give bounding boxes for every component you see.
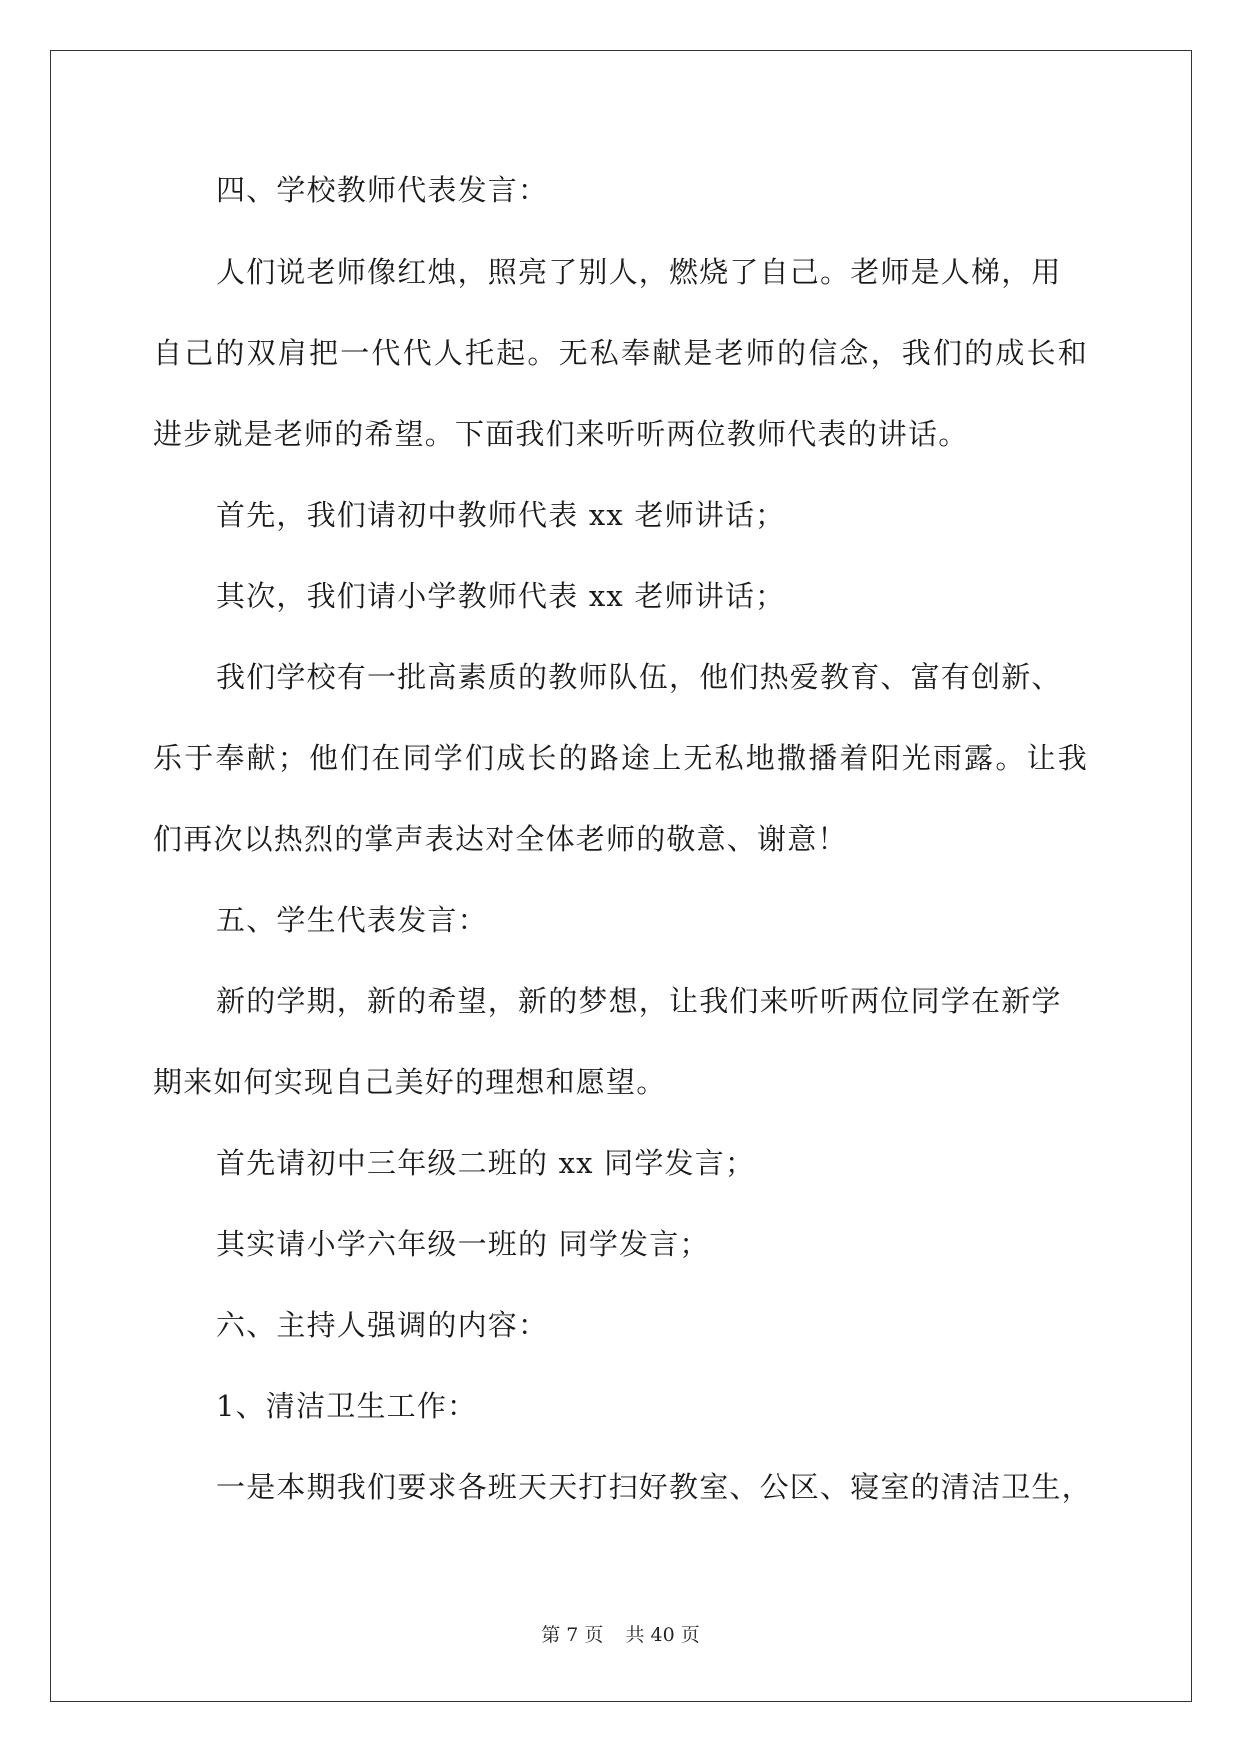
paragraph-line: 其实请小学六年级一班的 同学发言； [216, 1227, 710, 1261]
paragraph-line: 其次，我们请小学教师代表 xx 老师讲话； [216, 579, 786, 613]
paragraph-line: 期来如何实现自己美好的理想和愿望。 [153, 1065, 667, 1099]
page-number: 第 7 页 [541, 1624, 604, 1646]
paragraph-line: 们再次以热烈的掌声表达对全体老师的敬意、谢意！ [153, 822, 848, 856]
paragraph-line: 人们说老师像红烛，照亮了别人，燃烧了自己。老师是人梯，用 [216, 255, 1062, 289]
paragraph-line: 自己的双肩把一代代人托起。无私奉献是老师的信念，我们的成长和 [153, 336, 1088, 370]
page-footer [0, 1620, 1241, 1647]
paragraph-line: 乐于奉献；他们在同学们成长的路途上无私地撒播着阳光雨露。让我 [153, 741, 1088, 775]
paragraph-line: 我们学校有一批高素质的教师队伍，他们热爱教育、富有创新、 [216, 660, 1062, 694]
page-total: 共 40 页 [625, 1624, 700, 1646]
paragraph-line: 新的学期，新的希望，新的梦想，让我们来听听两位同学在新学 [216, 984, 1062, 1018]
paragraph-line: 首先，我们请初中教师代表 xx 老师讲话； [216, 498, 786, 532]
paragraph-line: 一是本期我们要求各班天天打扫好教室、公区、寝室的清洁卫生， [216, 1470, 1092, 1504]
section-heading-host-emphasis: 六、主持人强调的内容： [216, 1308, 549, 1342]
page-border [50, 50, 1192, 1702]
paragraph-line: 进步就是老师的希望。下面我们来听听两位教师代表的讲话。 [153, 417, 969, 451]
paragraph-line: 首先请初中三年级二班的 xx 同学发言； [216, 1146, 756, 1180]
subsection-heading-cleaning: 1、清洁卫生工作： [216, 1389, 478, 1423]
section-heading-teacher-speech: 四、学校教师代表发言： [216, 173, 549, 207]
section-heading-student-speech: 五、学生代表发言： [216, 903, 488, 937]
